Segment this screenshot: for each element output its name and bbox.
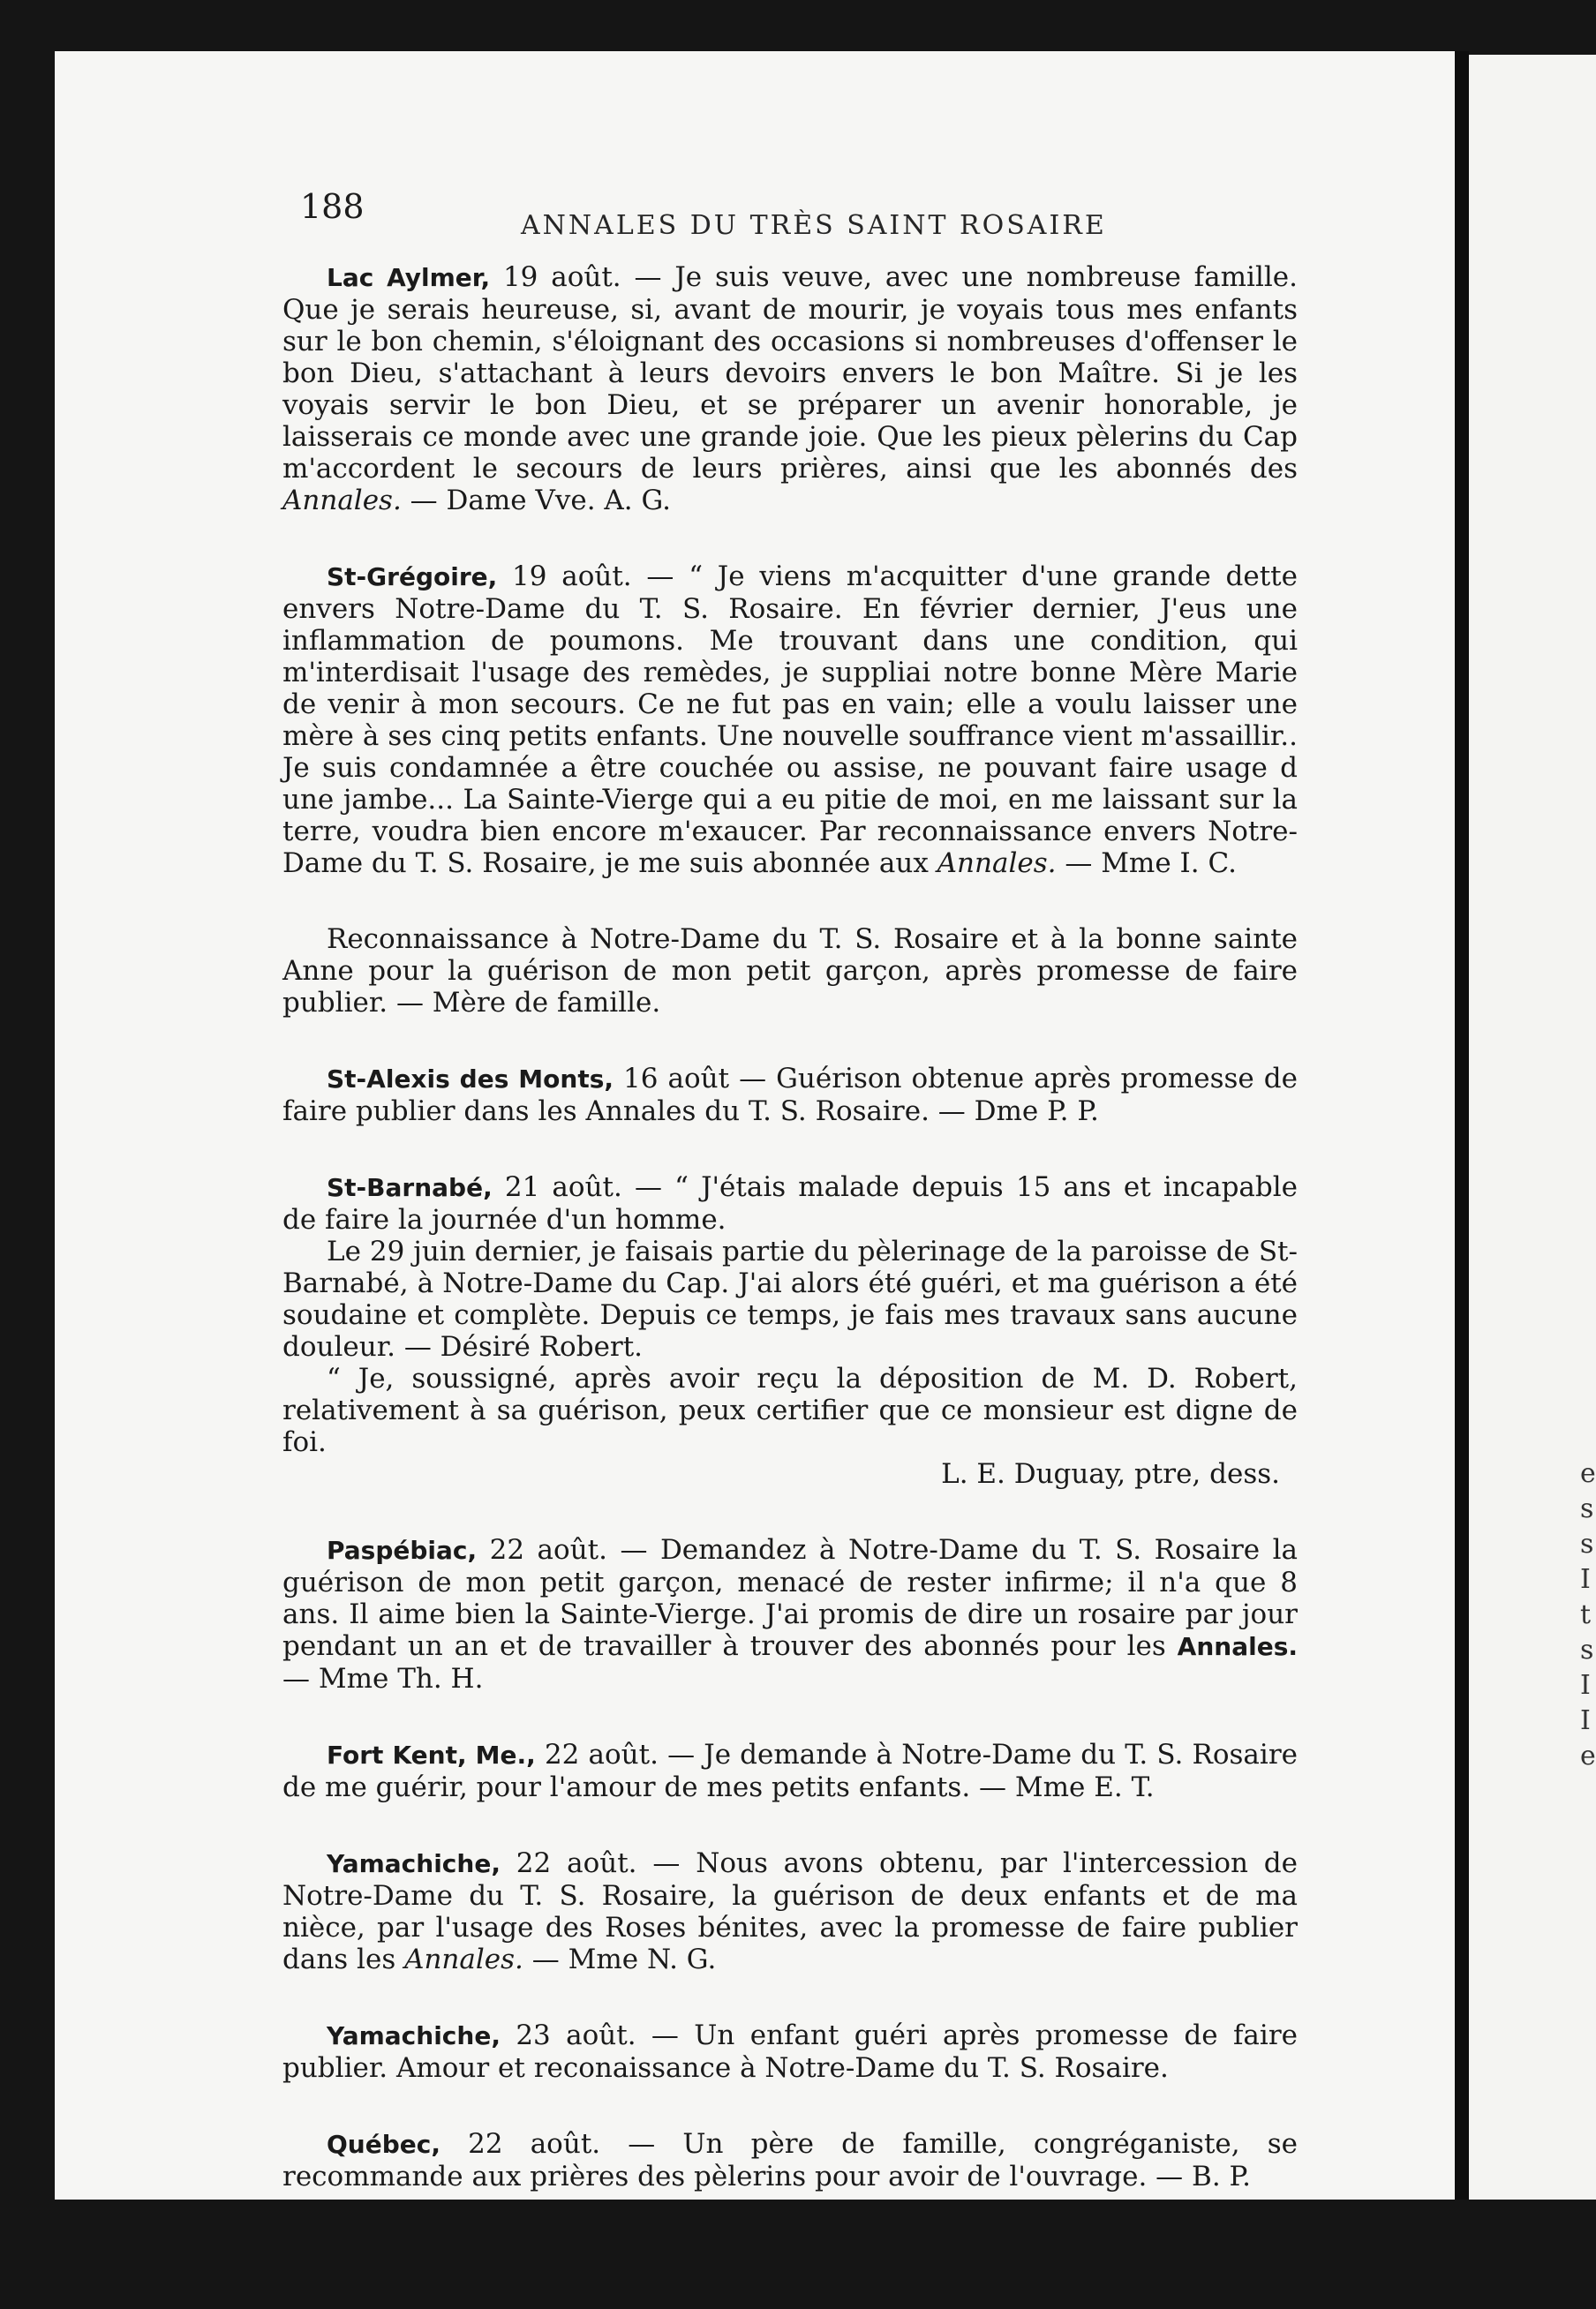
entry-location: Yamachiche, [327,2021,501,2050]
testimony-entry [282,261,1298,516]
margin-letter: s [1580,1635,1594,1666]
priest-signature: L. E. Duguay, ptre, dess. [941,1458,1280,1490]
entry-italic: Annales. [937,847,1057,879]
testimony-entry [282,560,1298,879]
entry-date: 21 août. — [492,1171,675,1203]
entry-paragraph [282,1739,1298,1803]
page-number: 188 [300,187,365,226]
right-page-edge [1469,55,1596,2200]
entry-location: Fort Kent, Me., [327,1741,536,1770]
entry-paragraph [282,1534,1298,1695]
entry-signature: — Mme N. G. [523,1944,717,1975]
entry-date: 22 août. — [440,2128,683,2160]
margin-letter: I [1580,1670,1591,1701]
running-title: ANNALES DU TRÈS SAINT ROSAIRE [521,210,1107,241]
entry-text: Je suis veuve, avec une nombreuse famille. Que je serais heureuse, si, avant de mourir, je voyais tous mes enfants sur le bon chemin, s'éloignant des occasions si nombreuses d'offenser le bon Dieu, s'attachant à leurs devoirs envers le bon Maître. Si je les voyais servir le bon Dieu, et se préparer un avenir honorable, je laisserais ce monde avec une grande joie. Que les pieux pèlerins du Cap m'accordent le secours de leurs prières, ainsi que les abonnés des [282,261,1298,485]
entry-signature: — Mme I. C. [1056,847,1237,879]
testimony-entry [282,1063,1298,1127]
entry-paragraph [282,2019,1298,2084]
entry-paragraph: “ Je, soussigné, après avoir reçu la déposition de M. D. Robert, relativement à sa guérison, peux certifier que ce monsieur est digne de foi. [282,1363,1298,1458]
entry-location: St-Barnabé, [327,1173,493,1202]
entry-bold: Annales. [1177,1632,1298,1661]
entry-text: Reconnaissance à Notre-Dame du T. S. Rosaire et à la bonne sainte Anne pour la guérison de mon petit garçon, après promesse de faire publier. — Mère de famille. [282,923,1298,1019]
entry-location: Paspébiac, [327,1536,478,1565]
testimony-entry [282,2128,1298,2192]
entry-signature: — Mme Th. H. [282,1663,484,1695]
margin-letter: s [1580,1493,1594,1524]
page-body [282,261,1298,2237]
right-page-margin-letters [1580,1456,1596,1774]
entry-date: 22 août. — [500,1847,696,1879]
margin-letter: e [1580,1458,1596,1489]
testimony-entry [282,1534,1298,1695]
entry-paragraph: Le 29 juin dernier, je faisais partie du pèlerinage de la paroisse de St-Barnabé, à Notre-Dame du Cap. J'ai alors été guéri, et ma guérison a été soudaine et complète. Depuis ce temps, je fais mes travaux sans aucune douleur. — Désiré Robert. [282,1236,1298,1363]
entry-text: “ Je viens m'acquitter d'une grande dette envers Notre-Dame du T. S. Rosaire. En février dernier, J'eus une inflammation de poumons. Me trouvant dans une condition, qui m'interdisait l'usage des remèdes, je suppliai notre bonne Mère Marie de venir à mon secours. Ce ne fut pas en vain; elle a voulu laisser une mère à ses cinq petits enfants. Une nouvelle souffrance vient m'assaillir.. Je suis condamnée a être couchée ou assise, ne pouvant faire usage d une jambe... La Sainte-Vierge qui a eu pitie de moi, en me laissant sur la terre, voudra bien encore m'exaucer. Par reconnaissance envers Notre-Dame du T. S. Rosaire, je me suis abonnée aux [282,560,1298,879]
entry-paragraph [282,560,1298,879]
entry-location: Lac Aylmer, [327,263,491,292]
entry-paragraph [282,261,1298,516]
testimony-entry [282,923,1298,1019]
entry-text: “ J'étais malade depuis 15 ans et incapable de faire la journée d'un homme. [282,1171,1298,1236]
entry-location: St-Grégoire, [327,562,498,591]
testimony-entry-barnabe [282,1171,1298,1490]
testimony-entry [282,1847,1298,1975]
entry-date: 22 août. — [535,1739,704,1771]
page-gutter [1455,51,1469,2200]
testimony-entry [282,1739,1298,1803]
entry-text: Un enfant guéri après promesse de faire publier. Amour et reconaissance à Notre-Dame du T. S. Rosaire. [282,2019,1298,2084]
entry-text: Je demande à Notre-Dame du T. S. Rosaire de me guérir, pour l'amour de mes petits enfants. — Mme E. T. [282,1739,1298,1803]
entry-location: Yamachiche, [327,1849,501,1878]
margin-letter: s [1580,1529,1594,1560]
entry-location: Québec, [327,2130,440,2159]
entry-italic: Annales. [404,1944,523,1975]
entry-text: Un père de famille, congréganiste, se recommande aux prières des pèlerins pour avoir de l'ouvrage. — B. P. [282,2128,1298,2192]
margin-letter: I [1580,1705,1591,1736]
entry-paragraph [282,1847,1298,1975]
page-header [300,187,1289,240]
testimony-entry [282,2019,1298,2084]
entry-date: 16 août — [614,1063,777,1094]
entry-date: 23 août. — [500,2019,695,2051]
entry-paragraph [282,1063,1298,1127]
entry-paragraph [282,1171,1298,1236]
entry-date: 22 août. — [477,1534,660,1566]
entry-date: 19 août. — [497,560,689,592]
entry-text: Nous avons obtenu, par l'intercession de Notre-Dame du T. S. Rosaire, la guérison de deux enfants et de ma nièce, par l'usage des Roses bénites, avec la promesse de faire publier dans les [282,1847,1298,1975]
entry-text: Guérison obtenue après promesse de faire publier dans les Annales du T. S. Rosaire. — Dme P. P. [282,1063,1298,1127]
entry-text: Demandez à Notre-Dame du T. S. Rosaire la guérison de mon petit garçon, menacé de rester infirme; il n'a que 8 ans. Il aime bien la Sainte-Vierge. J'ai promis de dire un rosaire par jour pendant un an et de travailler à trouver des abonnés pour les [282,1534,1298,1662]
entry-paragraph [282,2128,1298,2192]
margin-letter: t [1580,1599,1592,1630]
entry-paragraph [282,923,1298,1019]
entry-location: St-Alexis des Monts, [327,1064,614,1094]
margin-letter: e [1580,1741,1596,1771]
entry-italic: Annales. [282,485,402,516]
entry-date: 19 août. — [490,261,675,293]
entry-signature: — Dame Vve. A. G. [401,485,672,516]
margin-letter: I [1580,1564,1591,1595]
